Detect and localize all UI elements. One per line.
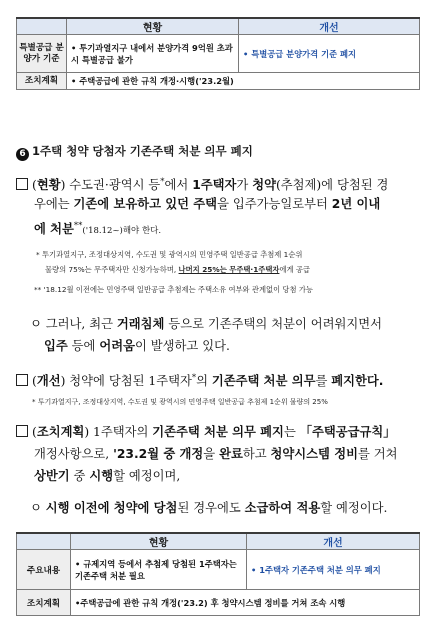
text: 개정사항으로, bbox=[34, 447, 114, 461]
checkbox-bullet-icon bbox=[16, 178, 28, 190]
emphasis: 청약시스템 정비 bbox=[270, 447, 358, 461]
header-status: 현황 bbox=[67, 18, 239, 35]
text: ㅇ 그러나, 최근 bbox=[30, 317, 117, 331]
header-blank bbox=[17, 18, 67, 35]
emphasis: 소급하여 적용 bbox=[244, 501, 321, 515]
emphasis: 「주택공급규칙」 bbox=[299, 425, 396, 439]
paragraph-however bbox=[30, 313, 382, 335]
emphasis: 기존에 보유하고 있던 주택 bbox=[73, 197, 218, 211]
improve-cell: • 특별공급 분양가격 기준 폐지 bbox=[239, 35, 420, 73]
action-plan-cell: • 주택공급에 관한 규칙 개정·시행('23.2월) bbox=[67, 73, 420, 90]
text: 하고 bbox=[242, 447, 271, 461]
text: 를 거쳐 bbox=[357, 447, 398, 461]
emphasis: 2년 이내 bbox=[331, 197, 381, 211]
paragraph-action-plan bbox=[16, 421, 396, 443]
footnote-mark: * bbox=[191, 373, 197, 383]
status-label: 현황 bbox=[36, 178, 61, 193]
status-cell: • 규제지역 등에서 추첨제 당첨된 1주택자는 기존주택 처분 필요 bbox=[71, 550, 247, 590]
text: 된 경우에도 bbox=[177, 501, 245, 515]
emphasis: 에 처분 bbox=[34, 222, 74, 237]
improve-cell: • 1주택자 기존주택 처분 의무 폐지 bbox=[247, 550, 420, 590]
table-row bbox=[17, 590, 420, 616]
section-heading bbox=[16, 143, 253, 161]
table-row bbox=[17, 550, 420, 590]
text: 를 bbox=[315, 374, 332, 389]
text: 에서 bbox=[164, 178, 193, 193]
text: 등에 bbox=[67, 339, 100, 353]
footnote-1-line1: * 투기과열지구, 조정대상지역, 수도권 및 광역시의 민영주택 일반공급 추첨제 1순위 bbox=[36, 250, 303, 259]
emphasis: 나머지 25%는 무주택·1주택자 bbox=[178, 265, 280, 274]
paragraph-status-line2 bbox=[34, 193, 380, 215]
footnote-2: ** '18.12월 이전에는 민영주택 일반공급 추첨제는 주택소유 여부와 관계없이 당첨 가능 bbox=[34, 285, 313, 294]
row-label-special-supply: 특별공급 분양가 기준 bbox=[17, 35, 67, 73]
bottom-comparison-table bbox=[16, 532, 420, 616]
emphasis: 입주 bbox=[44, 339, 68, 353]
text: 이 발생하고 있다. bbox=[134, 339, 230, 353]
text: (추첨제)에 당첨된 경 bbox=[275, 178, 389, 193]
text: 물량의 75%는 무주택자만 신청가능하며, bbox=[45, 265, 179, 274]
action-plan-cell: •주택공급에 관한 규칙 개정('23.2) 후 청약시스템 정비를 거쳐 조속 시행 bbox=[71, 590, 420, 616]
table-row bbox=[17, 73, 420, 90]
text: 의 bbox=[196, 374, 212, 389]
top-comparison-table bbox=[16, 17, 420, 90]
improve-label: 개선 bbox=[36, 374, 61, 389]
paragraph-action-plan-line3 bbox=[34, 465, 180, 487]
footnote-1-line2 bbox=[45, 262, 310, 277]
row-label-action-plan: 조치계획 bbox=[17, 590, 71, 616]
header-status: 현황 bbox=[71, 533, 247, 550]
paragraph-improve bbox=[16, 367, 383, 392]
emphasis: 폐지한다. bbox=[331, 374, 384, 389]
text: ( bbox=[32, 178, 37, 193]
section-number-badge: 6 bbox=[16, 148, 29, 161]
paragraph-status-line3 bbox=[34, 215, 161, 242]
emphasis: 청약 bbox=[252, 178, 276, 193]
checkbox-bullet-icon bbox=[16, 425, 28, 437]
text: ) 1주택자의 bbox=[84, 425, 153, 439]
emphasis: 기존주택 처분 의무 폐지 bbox=[152, 425, 284, 439]
table-header-row bbox=[17, 18, 420, 35]
text: ('18.12~)해야 한다. bbox=[82, 226, 162, 237]
footnote-mark: * bbox=[160, 177, 165, 187]
text: ) 수도권·광역시 등 bbox=[60, 178, 161, 193]
text: 에게 공급 bbox=[279, 265, 310, 274]
table-row bbox=[17, 35, 420, 73]
text: ) 청약에 당첨된 1주택자 bbox=[60, 374, 192, 389]
emphasis: '23.2월 중 개정 bbox=[113, 447, 204, 461]
paragraph-retroactive bbox=[30, 497, 387, 519]
text: 할 예정이며, bbox=[113, 469, 181, 483]
table-header-row bbox=[17, 533, 420, 550]
action-plan-label: 조치계획 bbox=[36, 425, 85, 439]
paragraph-however-line2 bbox=[44, 335, 230, 357]
emphasis: 거래침체 bbox=[116, 317, 165, 331]
header-improve: 개선 bbox=[247, 533, 420, 550]
emphasis: 기존주택 처분 의무 bbox=[211, 374, 316, 389]
text: 가 bbox=[236, 178, 253, 193]
text: 는 bbox=[283, 425, 300, 439]
row-label-action-plan: 조치계획 bbox=[17, 73, 67, 90]
text: 을 bbox=[203, 447, 220, 461]
text: ( bbox=[32, 425, 37, 439]
text: 을 입주가능일로부터 bbox=[217, 197, 332, 211]
text: 우에는 bbox=[34, 197, 74, 211]
emphasis: 어려움 bbox=[99, 339, 135, 353]
emphasis: 시행 bbox=[89, 469, 114, 483]
footnote-3: * 투기과열지구, 조정대상지역, 수도권 및 광역시의 민영주택 일반공급 추첨제 1순위 물량의 25% bbox=[32, 398, 328, 406]
section-title: 1주택 청약 당첨자 기존주택 처분 의무 폐지 bbox=[32, 144, 253, 158]
text: 할 예정이다. bbox=[320, 501, 388, 515]
text: 중 bbox=[69, 469, 90, 483]
emphasis: 완료 bbox=[219, 447, 243, 461]
header-improve: 개선 bbox=[239, 18, 420, 35]
emphasis: 상반기 bbox=[34, 469, 70, 483]
text: ( bbox=[32, 374, 37, 389]
status-cell: • 투기과열지구 내에서 분양가격 9억원 초과시 특별공급 불가 bbox=[67, 35, 239, 73]
row-label-main-content: 주요내용 bbox=[17, 550, 71, 590]
checkbox-bullet-icon bbox=[16, 374, 28, 386]
emphasis: 시행 이전에 청약에 당첨 bbox=[45, 501, 178, 515]
footnote-mark: ** bbox=[73, 221, 83, 231]
header-blank bbox=[17, 533, 71, 550]
text: ㅇ bbox=[30, 501, 46, 515]
paragraph-action-plan-line2 bbox=[34, 443, 398, 465]
emphasis: 1주택자 bbox=[192, 178, 237, 193]
text: 등으로 기존주택의 처분이 어려워지면서 bbox=[164, 317, 383, 331]
